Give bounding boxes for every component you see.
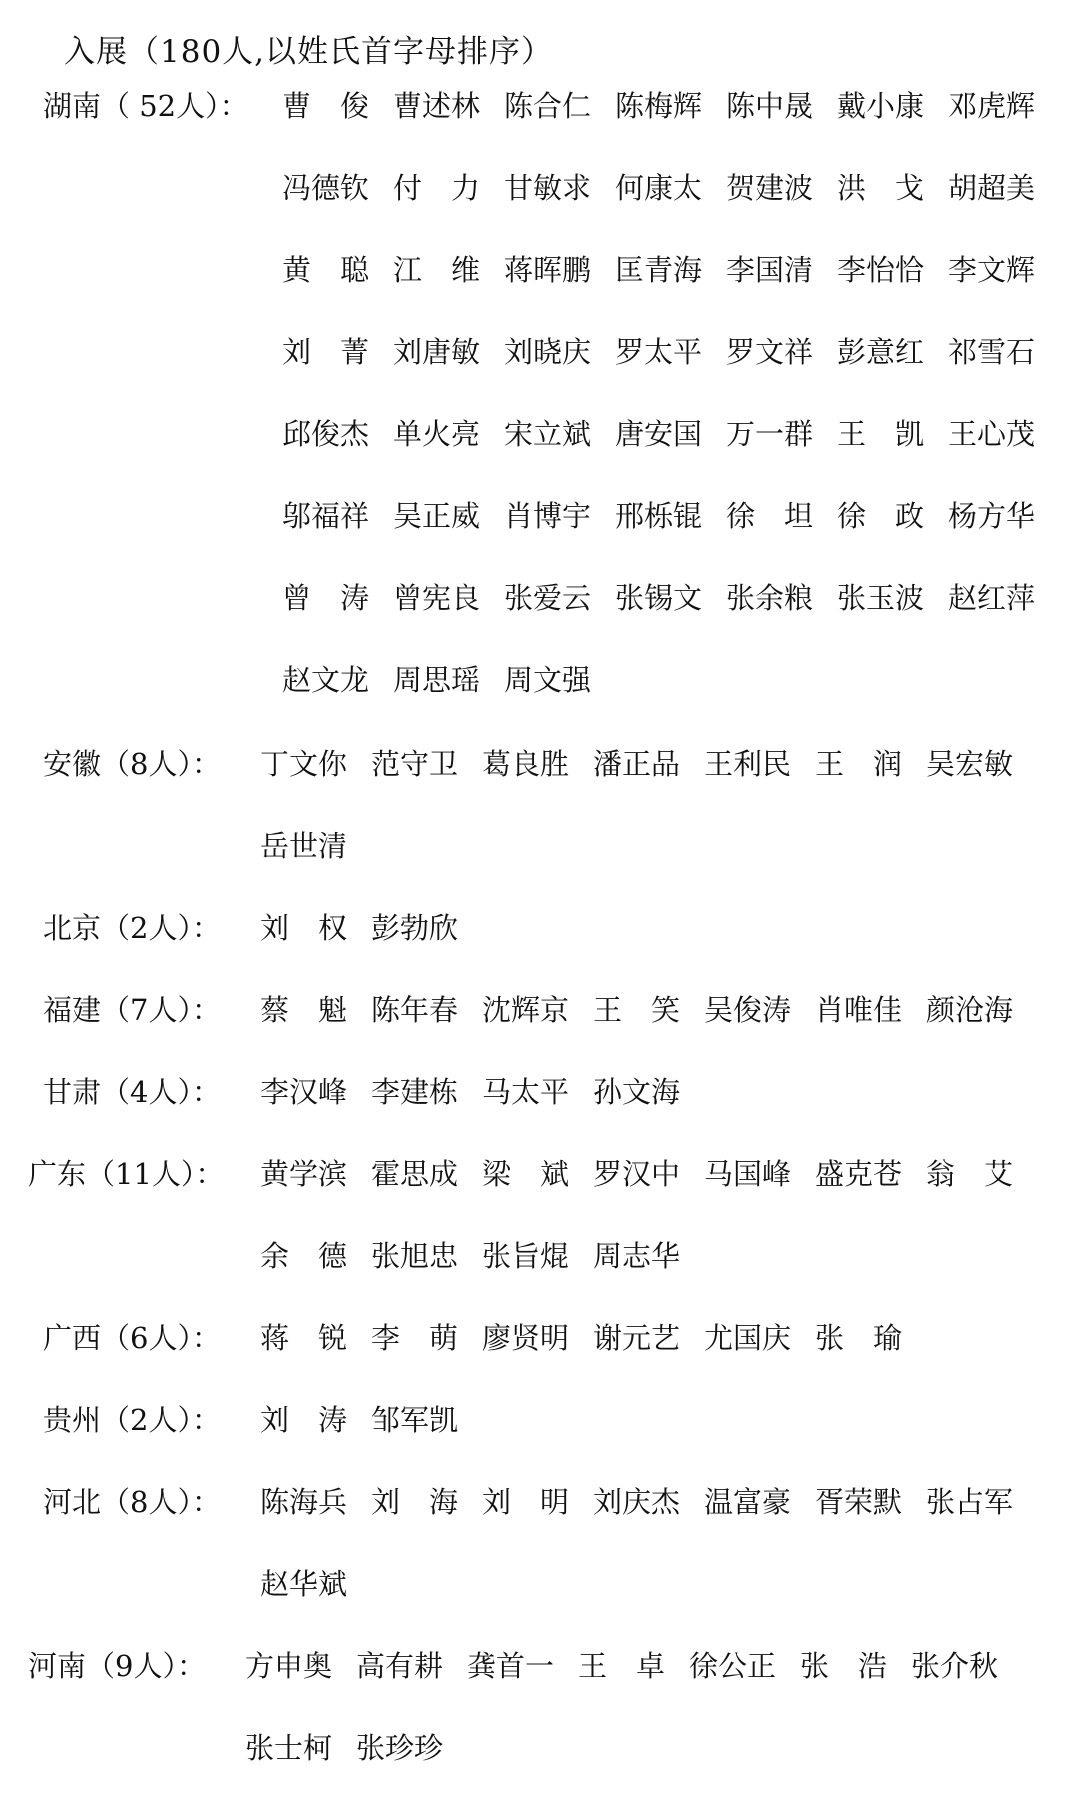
exhibitor-name: 岳世清 [260,829,348,863]
exhibitor-name: 黄 聪 [282,253,370,287]
exhibitor-name: 李文辉 [948,253,1036,287]
exhibitor-name: 张占军 [926,1485,1014,1519]
exhibitor-name: 张旨焜 [482,1239,570,1273]
exhibitor-name: 吴正威 [393,499,481,533]
exhibitor-name: 余 德 [260,1239,348,1273]
exhibitor-name: 龚首一 [467,1649,555,1683]
exhibitor-name: 宋立斌 [504,417,592,451]
province-label: 广西（6人）： [43,1321,221,1355]
exhibitor-name: 刘唐敏 [393,335,481,369]
exhibitor-name: 刘 涛 [260,1403,348,1437]
exhibitor-name: 尤国庆 [704,1321,792,1355]
exhibitor-name: 潘正品 [593,747,681,781]
exhibitor-name: 陈梅辉 [615,89,703,123]
exhibitor-name: 唐安国 [615,417,703,451]
exhibitor-name: 罗文祥 [726,335,814,369]
exhibitor-name: 刘 明 [482,1485,570,1519]
exhibitor-name: 陈海兵 [260,1485,348,1519]
exhibitor-name: 丁文你 [260,747,348,781]
exhibitor-name: 高有耕 [356,1649,444,1683]
exhibitor-name: 彭意红 [837,335,925,369]
exhibitor-name: 王 笑 [593,993,681,1027]
exhibitor-name: 孙文海 [593,1075,681,1109]
exhibitor-name: 梁 斌 [482,1157,570,1191]
exhibitor-name: 陈年春 [371,993,459,1027]
exhibitor-name: 李 萌 [371,1321,459,1355]
exhibitor-name: 戴小康 [837,89,925,123]
exhibitor-name: 徐公正 [689,1649,777,1683]
province-label: 河南（9人）： [28,1649,206,1683]
exhibitor-name: 付 力 [393,171,481,205]
exhibitor-name: 曹述林 [393,89,481,123]
exhibitor-name: 罗太平 [615,335,703,369]
exhibitor-name: 王心茂 [948,417,1036,451]
exhibitor-name: 霍思成 [371,1157,459,1191]
exhibitor-name: 蒋 锐 [260,1321,348,1355]
exhibitor-name: 张余粮 [726,581,814,615]
exhibitor-name: 马太平 [482,1075,570,1109]
province-label: 河北（8人）： [43,1485,221,1519]
exhibitor-name: 邹军凯 [371,1403,459,1437]
exhibitor-name: 何康太 [615,171,703,205]
exhibitor-name: 刘 权 [260,911,348,945]
exhibitor-name: 赵红萍 [948,581,1036,615]
province-label: 湖南（ 52人）： [43,89,249,123]
exhibitor-name: 刘庆杰 [593,1485,681,1519]
exhibitor-name: 刘 海 [371,1485,459,1519]
exhibitor-name: 李建栋 [371,1075,459,1109]
exhibitor-name: 匡青海 [615,253,703,287]
exhibitor-name: 邬福祥 [282,499,370,533]
exhibitor-name: 徐 坦 [726,499,814,533]
exhibitor-name: 王利民 [704,747,792,781]
exhibitor-name: 胥荣默 [815,1485,903,1519]
exhibitor-name: 葛良胜 [482,747,570,781]
exhibitor-name: 王 卓 [578,1649,666,1683]
exhibitor-name: 张士柯 [245,1731,333,1765]
exhibitor-name: 李国清 [726,253,814,287]
exhibitor-name: 曾宪良 [393,581,481,615]
exhibitor-name: 吴俊涛 [704,993,792,1027]
exhibitor-name: 张锡文 [615,581,703,615]
exhibitor-name: 翁 艾 [926,1157,1014,1191]
exhibitor-name: 赵文龙 [282,663,370,697]
exhibitor-name: 张 浩 [800,1649,888,1683]
exhibitor-name: 罗汉中 [593,1157,681,1191]
exhibitor-name: 彭勃欣 [371,911,459,945]
exhibitor-name: 颜沧海 [926,993,1014,1027]
exhibitor-name: 王 润 [815,747,903,781]
exhibitor-name: 张介秋 [911,1649,999,1683]
exhibitor-name: 徐 政 [837,499,925,533]
exhibitor-name: 张珍珍 [356,1731,444,1765]
exhibitor-name: 马国峰 [704,1157,792,1191]
province-label: 广东（11人）： [28,1157,225,1191]
exhibitor-name: 张 瑜 [815,1321,903,1355]
exhibitor-name: 曾 涛 [282,581,370,615]
exhibitor-name: 曹 俊 [282,89,370,123]
exhibitor-name: 张爱云 [504,581,592,615]
province-label: 福建（7人）： [43,993,221,1027]
exhibitor-name: 邓虎辉 [948,89,1036,123]
exhibitor-name: 沈辉京 [482,993,570,1027]
exhibitor-name: 蔡 魁 [260,993,348,1027]
exhibitor-name: 张旭忠 [371,1239,459,1273]
exhibitor-name: 王 凯 [837,417,925,451]
exhibitor-name: 洪 戈 [837,171,925,205]
exhibitor-name: 吴宏敏 [926,747,1014,781]
exhibitor-name: 江 维 [393,253,481,287]
exhibitor-name: 蒋晖鹏 [504,253,592,287]
exhibitor-name: 祁雪石 [948,335,1036,369]
exhibitor-name: 杨方华 [948,499,1036,533]
exhibitor-name: 邱俊杰 [282,417,370,451]
exhibitor-name: 赵华斌 [260,1567,348,1601]
province-label: 贵州（2人）： [43,1403,221,1437]
exhibitor-name: 李怡恰 [837,253,925,287]
exhibitor-name: 邢栎锟 [615,499,703,533]
province-label: 北京（2人）： [43,911,221,945]
exhibitor-name: 刘晓庆 [504,335,592,369]
exhibitor-name: 盛克苍 [815,1157,903,1191]
exhibitor-name: 单火亮 [393,417,481,451]
document-title: 入展（180人,以姓氏首字母排序） [64,34,554,70]
exhibitor-name: 陈中晟 [726,89,814,123]
exhibitor-name: 张玉波 [837,581,925,615]
exhibitor-name: 范守卫 [371,747,459,781]
exhibitor-name: 谢元艺 [593,1321,681,1355]
exhibitor-name: 廖贤明 [482,1321,570,1355]
exhibitor-name: 肖唯佳 [815,993,903,1027]
exhibitor-name: 李汉峰 [260,1075,348,1109]
exhibitor-name: 冯德钦 [282,171,370,205]
exhibitor-name: 胡超美 [948,171,1036,205]
province-label: 甘肃（4人）： [43,1075,221,1109]
exhibitor-name: 温富豪 [704,1485,792,1519]
exhibitor-name: 黄学滨 [260,1157,348,1191]
exhibitor-name: 肖博宇 [504,499,592,533]
exhibitor-name: 甘敏求 [504,171,592,205]
exhibitor-name: 周思瑶 [393,663,481,697]
exhibitor-name: 贺建波 [726,171,814,205]
exhibitor-name: 周志华 [593,1239,681,1273]
exhibitor-name: 陈合仁 [504,89,592,123]
exhibitor-name: 方申奥 [245,1649,333,1683]
exhibitor-name: 周文强 [504,663,592,697]
province-label: 安徽（8人）： [43,747,221,781]
exhibitor-name: 刘 菁 [282,335,370,369]
exhibitor-name: 万一群 [726,417,814,451]
